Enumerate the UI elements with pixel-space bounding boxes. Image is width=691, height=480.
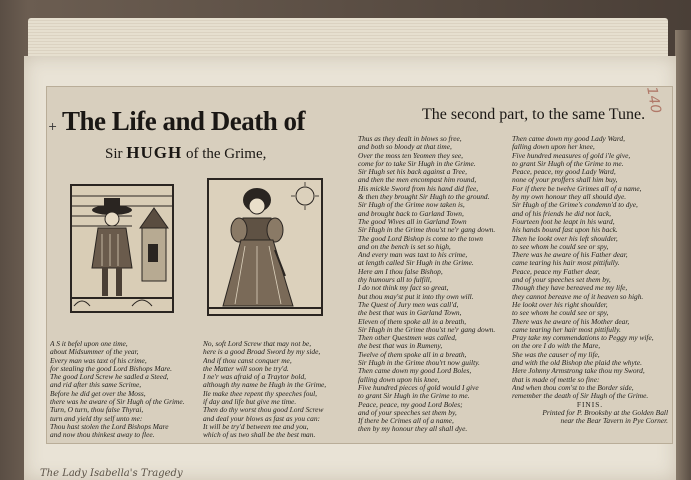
verse-line: And when thou com'st to the Border side,: [512, 383, 634, 392]
verse-line: There was he aware of his Father dear,: [512, 251, 628, 260]
verse-line: And every man was taxt to his crime,: [358, 251, 468, 260]
verse-line: Peace, peace, my good Lord Boles;: [358, 400, 463, 409]
second-part-heading: The second part, to the same Tune.: [422, 106, 646, 123]
verse-line: Fourteen foot he leapt in his ward,: [512, 217, 615, 226]
verse-line: Turn, O turn, thou false Thyrai,: [50, 406, 144, 415]
next-page-heading: The Lady Isabella's Tragedy: [40, 468, 183, 479]
verse-line: Then do thy worst thou good Lord Screw: [203, 406, 324, 415]
verse-line: his hands bound fast upon his back.: [512, 226, 618, 235]
verse-line: near the Bear Tavern in Pye Corner.: [560, 417, 668, 426]
verse-line: Peace, peace, my good Lady Ward,: [512, 168, 616, 177]
verse-line: And if thou canst conquer me,: [203, 356, 292, 365]
verse-line: It will be try'd between me and you,: [203, 422, 309, 431]
verse-line: Every man was taxt of his crime,: [50, 356, 147, 365]
ballad-subtitle: [105, 143, 266, 163]
verse-line: and both so bloody at that time,: [358, 143, 452, 152]
verse-line: if day and life but give me time.: [203, 398, 297, 407]
verse-line: Over the moss ten Yeomen they see,: [358, 151, 464, 160]
verse-line: Sir Hugh in the Grime thou'st ne'r gang down.: [358, 325, 496, 334]
left-verse-column-1: [50, 340, 200, 440]
verse-line: and then the men encompast him round,: [358, 176, 477, 185]
verse-line: to see whom he could see or spy,: [512, 309, 609, 318]
verse-line: about Midsummer of the year,: [50, 348, 139, 357]
verse-line: There was he aware of his Mother dear,: [512, 317, 630, 326]
verse-line: Then came down my good Lady Ward,: [512, 135, 625, 143]
verse-line: Five hundred measures of gold i'le give,: [512, 151, 631, 160]
verse-line: although thy name be Hugh in the Grime,: [203, 381, 327, 390]
verse-line: I do not think my fact so great,: [358, 284, 449, 293]
verse-line: thy humours all to fulfill,: [358, 276, 432, 285]
verse-line: here is a good Broad Sword by my side,: [203, 348, 321, 357]
verse-line: and deal your blows as fast as you can:: [203, 414, 321, 423]
second-part-column-1: [358, 135, 508, 434]
verse-line: His mickle Sword from his hand did flee,: [358, 184, 479, 193]
woodcut-man-illustration: [70, 184, 174, 313]
verse-line: at length called Sir Hugh in the Grime.: [358, 259, 474, 268]
verse-line: Sir Hugh of the Grime's condemn'd to dye,: [512, 201, 638, 210]
verse-line: Here am I thou false Bishop,: [358, 267, 443, 276]
verse-line: He lookt over his right shoulder,: [512, 300, 608, 309]
verse-line: turn and yield thy self unto me:: [50, 414, 143, 423]
verse-line: remember the death of Sir Hugh of the Grime.: [512, 392, 649, 401]
verse-line: Peace, peace my Father dear,: [512, 267, 600, 276]
verse-line: which of us two shall be the best man.: [203, 431, 316, 440]
verse-line: Sir Hugh in the Grime thou'st ne'r gang down.: [358, 226, 496, 235]
verse-line: Pray take my commendations to Peggy my wife,: [512, 334, 654, 343]
woodcut-woman-illustration: [207, 178, 323, 316]
verse-line: Printed for P. Brooksby at the Golden Ball: [542, 408, 668, 417]
verse-line: Then other Questmen was called,: [358, 334, 457, 343]
verse-line: & then they brought Sir Hugh to the ground.: [358, 193, 490, 202]
verse-line: If there be Crimes all of a name,: [358, 417, 454, 426]
verse-line: to see whom he could see or spy,: [512, 242, 609, 251]
verse-line: Twelve of them spoke all in a breath,: [358, 350, 467, 359]
subtitle-suffix: of the Grime,: [185, 146, 267, 162]
verse-line: No, soft Lord Screw that may not be,: [203, 340, 312, 348]
verse-line: Ile make thee repent thy speeches foul,: [203, 389, 318, 398]
second-part-column-2: [512, 135, 668, 425]
verse-line: but thou may'st put it into thy own will.: [358, 292, 474, 301]
verse-line: Thus as they dealt in blows so free,: [358, 135, 462, 143]
verse-line: falling down upon his knee,: [358, 375, 440, 384]
verse-line: and with the old Bishop the plaid the whyte.: [512, 359, 642, 368]
verse-line: and of your speeches set them by,: [512, 276, 611, 285]
verse-line: For if there be twelve Grimes all of a name,: [512, 184, 642, 193]
verse-line: and of your speeches set them by,: [358, 408, 457, 417]
verse-line: Here Johnny Armstrong take thou my Sword,: [512, 367, 645, 376]
verse-line: Then he lookt over his left shoulder,: [512, 234, 618, 243]
ballad-title: The Life and Death of: [62, 106, 306, 136]
verse-line: Five hundred pieces of gold would I give: [358, 383, 479, 392]
verse-line: for stealing the good Lord Bishops Mare.: [50, 364, 173, 373]
verse-line: came tearing her hair most pittifully.: [512, 325, 621, 334]
subtitle-name: HUGH: [126, 143, 183, 162]
verse-line: Eleven of them spoke all in a breath,: [358, 317, 467, 326]
verse-line: there was he aware of Sir Hugh of the Grime.: [50, 398, 185, 407]
pencil-folio-number: 140: [643, 85, 664, 115]
verse-line: came tearing his hair most pittifully.: [512, 259, 620, 268]
verse-line: Though they have bereaved me my life,: [512, 284, 628, 293]
left-verse-column-2: [203, 340, 331, 440]
verse-line: Before he did get over the Moss,: [50, 389, 146, 398]
verse-line: to grant Sir Hugh in the Grime to me.: [358, 392, 470, 401]
verse-line: by my own honour they all should dye.: [512, 193, 627, 202]
subtitle-prefix: Sir: [105, 146, 123, 162]
verse-line: the best that was in Rumeny,: [358, 342, 443, 351]
verse-line: I ne'r was afraid of a Traytor bold,: [203, 373, 307, 382]
verse-line: Sir Hugh set his back against a Tree,: [358, 168, 467, 177]
verse-line: The good Wives all in Garland Town: [358, 217, 467, 226]
verse-line: that is made of mettle so fine:: [512, 375, 600, 384]
verse-line: Sir Hugh in the Grime thou'rt now guilty.: [358, 359, 480, 368]
verse-line: and now thou thinkest away to flee.: [50, 431, 155, 440]
verse-line: The good Lord Screw he sadled a Steed,: [50, 373, 169, 382]
verse-line: the best that was in Garland Town,: [358, 309, 462, 318]
verse-line: The Quest of Jury men was call'd,: [358, 300, 459, 309]
verse-line: and brought back to Garland Town,: [358, 209, 464, 218]
verse-line: The good Lord Bishop is come to the town: [358, 234, 483, 243]
cross-mark: +: [48, 120, 58, 133]
verse-line: and rid after this same Scrime,: [50, 381, 142, 390]
verse-line: A S it befel upon one time,: [50, 340, 128, 348]
verse-line: none of your proffers shall him buy,: [512, 176, 618, 185]
verse-line: FINIS.: [576, 400, 604, 409]
verse-line: Sir Hugh of the Grime now taken is,: [358, 201, 465, 210]
verse-line: then by my honour they all shall dye.: [358, 425, 468, 434]
verse-line: She was the causer of my life,: [512, 350, 600, 359]
verse-line: falling down upon her knee,: [512, 143, 595, 152]
verse-line: come for to take Sir Hugh in the Grime.: [358, 159, 476, 168]
verse-line: the Matter will soon be try'd.: [203, 364, 289, 373]
verse-line: Thou hast stolen the Lord Bishops Mare: [50, 422, 169, 431]
verse-line: and of his friends he did not lack,: [512, 209, 611, 218]
verse-line: they cannot bereave me of it heaven so high.: [512, 292, 644, 301]
verse-line: Then came down my good Lord Boles,: [358, 367, 472, 376]
verse-line: and on the bench is set so high,: [358, 242, 451, 251]
verse-line: on the ore I do with the Mare,: [512, 342, 601, 351]
verse-line: to grant Sir Hugh of the Grime to me.: [512, 159, 624, 168]
book-edge: [675, 30, 691, 480]
